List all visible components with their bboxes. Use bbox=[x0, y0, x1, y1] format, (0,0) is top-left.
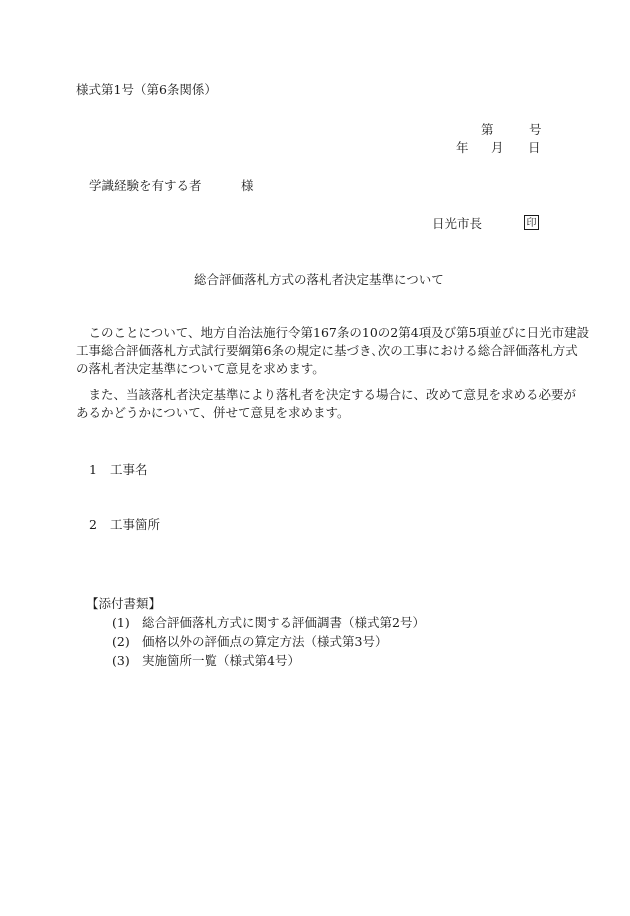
attachment-number: (2) bbox=[112, 634, 130, 649]
paragraph-line: の落札者決定基準について意見を求めます。 bbox=[76, 361, 325, 376]
date-day-label: 日 bbox=[528, 140, 541, 155]
attachment-item: 実施箇所一覧（様式第4号） bbox=[142, 653, 300, 668]
item-label-construction-name: 工事名 bbox=[110, 462, 148, 477]
document-title: 総合評価落札方式の落札者決定基準について bbox=[194, 272, 444, 287]
attachments-heading: 【添付書類】 bbox=[86, 596, 162, 611]
item-label-construction-site: 工事箇所 bbox=[110, 517, 161, 532]
date-month-label: 月 bbox=[491, 140, 504, 155]
item-number: 1 bbox=[89, 462, 97, 477]
seal-stamp: 印 bbox=[524, 215, 539, 230]
sender-title: 日光市長 bbox=[432, 216, 483, 231]
item-number: 2 bbox=[89, 517, 97, 532]
attachment-number: (1) bbox=[112, 615, 130, 630]
attachment-item: 価格以外の評価点の算定方法（様式第3号） bbox=[142, 634, 388, 649]
paragraph-line: 工事総合評価落札方式試行要綱第6条の規定に基づき､次の工事における総合評価落札方式 bbox=[76, 343, 578, 358]
paragraph-line: このことについて、地方自治法施行令第167条の10の2第4項及び第5項並びに日光市建設 bbox=[76, 325, 590, 340]
body-paragraph-2 bbox=[76, 386, 577, 422]
paragraph-line: あるかどうかについて、併せて意見を求めます。 bbox=[76, 405, 350, 420]
date-year-label: 年 bbox=[456, 140, 469, 155]
document-number-suffix: 号 bbox=[529, 122, 542, 137]
body-paragraph-1 bbox=[76, 324, 590, 378]
form-label: 様式第1号（第6条関係） bbox=[76, 82, 217, 97]
attachment-item: 総合評価落札方式に関する評価調書（様式第2号） bbox=[142, 615, 425, 630]
document-number-prefix: 第 bbox=[481, 122, 494, 137]
addressee-honorific: 様 bbox=[241, 178, 254, 193]
attachment-number: (3) bbox=[112, 653, 130, 668]
addressee-name: 学識経験を有する者 bbox=[89, 178, 202, 193]
paragraph-line: また、当該落札者決定基準により落札者を決定する場合に、改めて意見を求める必要が bbox=[76, 387, 577, 402]
